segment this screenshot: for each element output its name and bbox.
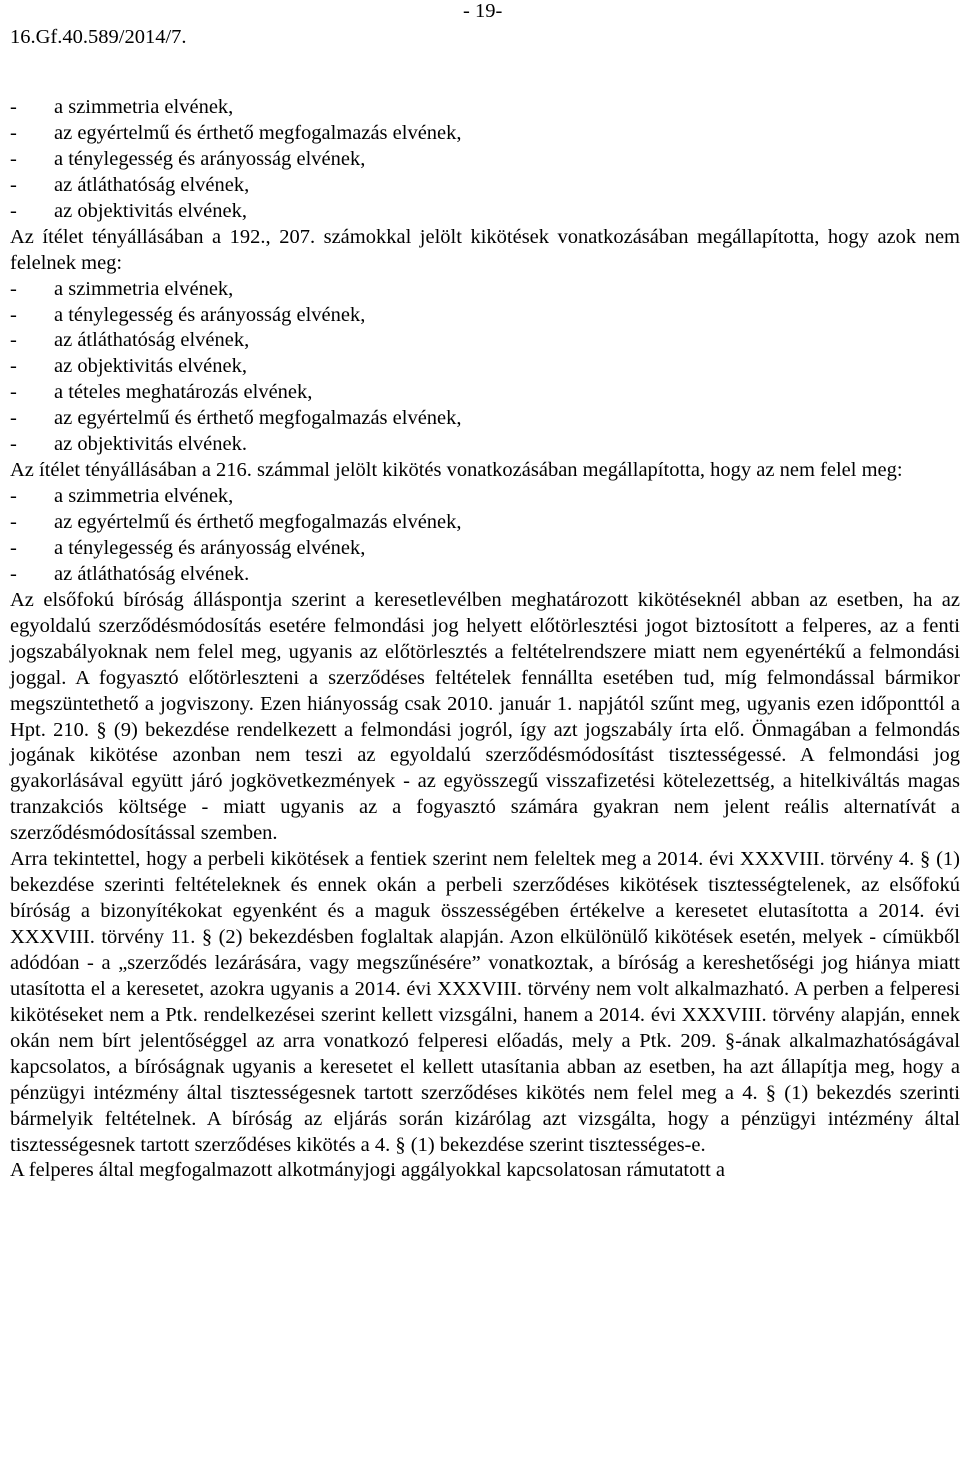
list-item-text: a szimmetria elvének, <box>54 485 234 508</box>
list-item-dash: - <box>10 96 17 118</box>
list-item <box>10 510 960 536</box>
list-item-dash: - <box>10 147 17 170</box>
list-item-text: a ténylegesség és arányosság elvének, <box>54 303 366 326</box>
list-item-text: az egyértelmű és érthető megfogalmazás elvének, <box>54 511 462 533</box>
list-item <box>10 277 960 303</box>
list-item <box>10 303 960 329</box>
list-item-dash: - <box>10 485 17 508</box>
list-item-dash: - <box>10 381 17 404</box>
paragraph: Az ítélet tényállásában a 216. számmal jelölt kikötés vonatkozásában megállapította, hogy az nem felel meg: <box>10 459 903 482</box>
list-item-text: az egyértelmű és érthető megfogalmazás elvének, <box>54 121 462 144</box>
list-item-dash: - <box>10 303 17 326</box>
list-item <box>10 173 960 199</box>
list-item-text: az átláthatóság elvének. <box>54 562 250 585</box>
list-item-dash: - <box>10 511 17 533</box>
list-item-text: a ténylegesség és arányosság elvének, <box>54 147 366 170</box>
list-item <box>10 121 960 147</box>
list-item-text: a szimmetria elvének, <box>54 96 234 118</box>
list-item <box>10 484 960 510</box>
list-item-dash: - <box>10 433 17 456</box>
list-item-text: az átláthatóság elvének, <box>54 329 250 352</box>
page-number: - 19- <box>463 0 503 22</box>
list-item-text: az objektivitás elvének, <box>54 199 247 222</box>
list-item-dash: - <box>10 173 17 196</box>
list-item <box>10 354 960 380</box>
list-item <box>10 562 960 588</box>
list-item-text: az egyértelmű és érthető megfogalmazás elvének, <box>54 407 462 430</box>
list-item-dash: - <box>10 355 17 378</box>
list-item-dash: - <box>10 536 17 559</box>
list-item-dash: - <box>10 199 17 222</box>
list-item-dash: - <box>10 277 17 300</box>
list-item-dash: - <box>10 121 17 144</box>
list-item-text: a ténylegesség és arányosság elvének, <box>54 536 366 559</box>
list-item <box>10 380 960 406</box>
list-item-text: a tételes meghatározás elvének, <box>54 381 313 404</box>
paragraph: Az ítélet tényállásában a 192., 207. számokkal jelölt kikötések vonatkozásában megállapította, hogy azok nem felelnek meg: <box>10 225 960 274</box>
list-item <box>10 432 960 458</box>
list-item <box>10 406 960 432</box>
case-number: 16.Gf.40.589/2014/7. <box>10 26 187 48</box>
list-item <box>10 536 960 562</box>
list-item-text: az átláthatóság elvének, <box>54 173 250 196</box>
document-body <box>10 95 960 1184</box>
list-item-dash: - <box>10 407 17 430</box>
paragraph: Arra tekintettel, hogy a perbeli kikötések a fentiek szerint nem feleltek meg a 2014. évi XXXVIII. törvény 4. § (1) bekezdése szerinti feltételeknek és ennek okán a perbeli szerződéses kikötések tisztességtelenek, az elsőfokú bíróság a bizonyítékokat egyenként és a maguk összességében értékelve a keresetet elutasította a 2014. évi XXXVIII. törvény 11. § (2) bekezdésben foglaltak alapján. Azon elkülönülő kikötések esetén, melyek - címükből adódóan - a „szerződés lezárására, vagy megszűnésére” vonatkoztak, a bíróság a kereshetőségi jog hiánya miatt utasította el a keresetet, azokra ugyanis a 2014. évi XXXVIII. törvény nem volt alkalmazható. A perben a felperesi kikötéseket nem a Ptk. rendelkezései szerint kellett vizsgálni, hanem a 2014. évi XXXVIII. törvény alapján, ennek okán nem bírt jelentőséggel az arra vonatkozó felperesi előadás, mely a Ptk. 209. §-ának alkalmazhatóságával kapcsolatos, a bíróságnak ugyanis a keresetet el kellett utasítania abban az esetben, ha azt állapítja meg, hogy a pénzügyi intézmény által tisztességesnek tartott szerződéses kikötés nem felel meg a 4. § (1) bekezdés szerinti bármelyik feltételnek. A bíróság az eljárás során kizárólag azt vizsgálta, hogy a pénzügyi intézmény által tisztességesnek tartott szerződéses kikötés a 4. § (1) bekezdése szerint tisztességes-e. <box>10 848 960 1156</box>
list-item <box>10 199 960 225</box>
paragraph: A felperes által megfogalmazott alkotmányjogi aggályokkal kapcsolatosan rámutatott a <box>10 1159 725 1182</box>
paragraph: Az elsőfokú bíróság álláspontja szerint a keresetlevélben meghatározott kikötéseknél abban az esetben, ha az egyoldalú szerződésmódosítás esetére felmondási jog helyett előtörlesztési jogot biztosított a felperes, az a fenti jogszabályoknak nem felel meg, ugyanis az előtörlesztés a feltételrendszere miatt nem egyenértékű a felmondási joggal. A fogyasztó előtörleszteni a szerződéses feltételek fennállta esetében tud, míg felmondással bármikor megszüntethető a jogviszony. Ezen hiányosság csak 2010. január 1. napjától szűnt meg, ugyanis ezen időponttól a Hpt. 210. § (9) bekezdése rendelkezett a felmondási jogról, így azt jogszabály írta elő. Önmagában a felmondás jogának kikötése azonban nem teszi az egyoldalú szerződésmódosítást tisztességessé. A felmondási jog gyakorlásával együtt járó jogkövetkezmények - az egyösszegű visszafizetési kötelezettség, a hitelkiváltás magas tranzakciós költsége - miatt ugyanis az a fogyasztó számára gyakran nem jelent reális alternatívát a szerződésmódosítással szemben. <box>10 588 960 845</box>
list-item-text: az objektivitás elvének, <box>54 355 247 378</box>
list-item-dash: - <box>10 329 17 352</box>
list-item-text: a szimmetria elvének, <box>54 277 234 300</box>
list-item-dash: - <box>10 562 17 585</box>
list-item <box>10 147 960 173</box>
list-item-text: az objektivitás elvének. <box>54 433 247 456</box>
list-item <box>10 95 960 121</box>
list-item <box>10 328 960 354</box>
